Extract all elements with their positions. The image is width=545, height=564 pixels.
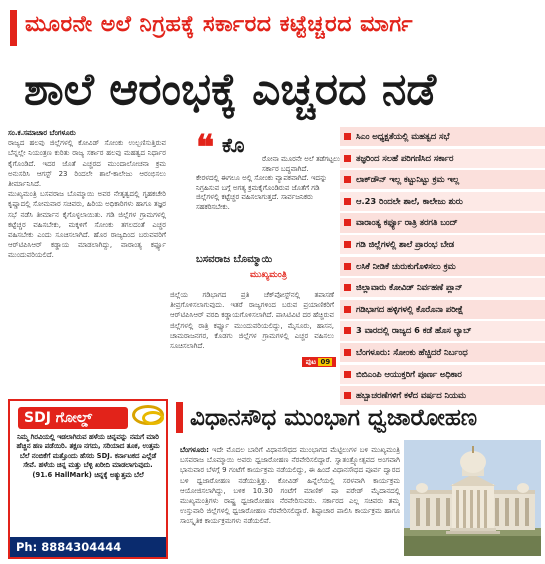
quote-body: ಕೇರಳದಲ್ಲಿ ಈಗಲೂ ಅಲ್ಲಿ ಸೋಂಕು ವ್ಯಾಪಕವಾಗಿದೆ. ಇದನ್ನು ನಿಗ್ರಹಿಸುವ ಬಗ್ಗೆ ಅಗತ್ಯ ಕ್ರಮಕೈಗೊಂಡಿರುವ ಜೊತೆಗೆ ಗಡಿ ಜಿಲ್ಲೆಗಳಲ್ಲಿ ಕಟ್ಟೆಚ್ಚರ ವಹಿಸಲಾಗುತ್ತದೆ. ಸಾರ್ವಜನಿಕರು ಸಹಕರಿಸಬೇಕು. [196,174,328,211]
list-item [340,192,545,211]
quote-initial: ಕೊ [222,133,245,157]
list-item-label: ತಜ್ಞರಿಂದ ಸಲಹೆ ಪರಿಗಣಿಸಿದ ಸರ್ಕಾರ [356,152,454,163]
kicker-bar [10,10,17,46]
list-item-label: ಬೆಂಗಳೂರು: ಸೋಂಕು ಹೆಚ್ಚಿದರೆ ನಿರ್ಬಂಧ [356,346,468,357]
quote-person-role: ಮುಖ್ಯಮಂತ್ರಿ [250,270,287,280]
list-item-label: ಬಿಬಿಎಂಪಿ ಆಯುಕ್ತರಿಗೆ ಪೂರ್ಣ ಅಧಿಕಾರ [356,368,462,379]
story-continuation: ಜಿಲ್ಲೆಯ ಗಡಿಭಾಗದ ಪ್ರತಿ ಚೆಕ್‌ಪೋಸ್ಟ್‌ನಲ್ಲಿ ತಪಾಸಣೆ ತೀವ್ರಗೊಳಿಸಲಾಗುವುದು. ಇತರೆ ರಾಜ್ಯಗಳಿಂದ ಬರುವ ಪ್ರಯಾಣಿಕರಿಗೆ ಆರ್‌ಟಿಪಿಸಿಆರ್ ವರದಿ ಕಡ್ಡಾಯಗೊಳಿಸಲಾಗಿದೆ. ಪಾಸಿಟಿವಿಟಿ ದರ ಹೆಚ್ಚಿರುವ ಜಿಲ್ಲೆಗಳಲ್ಲಿ ರಾತ್ರಿ ಕರ್ಫ್ಯೂ ಮುಂದುವರಿಯಲಿದ್ದು, ಮೈಸೂರು, ಹಾಸನ, ಚಾಮರಾಜನಗರ, ಕೊಡಗು ಜಿಲ್ಲೆಗಳ ಗ್ರಾಮಗಳಲ್ಲಿ ಎಚ್ಚರ ವಹಿಸಲು ಸೂಚಿಸಲಾಗಿದೆ. [170,291,334,351]
list-item [340,170,545,189]
list-item [340,278,545,297]
bullet-icon [344,176,351,183]
list-item-label: ಲಾಕ್‌ಡೌನ್ ಇಲ್ಲ ಕಟ್ಟುನಿಟ್ಟು ಕ್ರಮ ಇಲ್ಲ [356,174,460,185]
bullet-icon [344,219,351,226]
bullet-icon [344,155,351,162]
dateline: ಬೆಂಗಳೂರು: [180,446,209,454]
section-bar [176,402,183,433]
list-item-label: ವಾರಾಂತ್ಯ ಕರ್ಫ್ಯೂ ರಾತ್ರಿ ತರಗತಿ ಬಂದ್ [356,217,458,228]
bullet-icon [344,327,351,334]
bullet-icon [344,263,351,270]
bullet-icon [344,349,351,356]
bullet-icon [344,133,351,140]
story-paragraph: ರಾಜ್ಯದ ಹಲವು ಜಿಲ್ಲೆಗಳಲ್ಲಿ ಕೋವಿಡ್ ಸೋಂಕು ಉಲ್ಬಣಿಸುತ್ತಿರುವ ಬೆನ್ನಲ್ಲೇ ನಿಯಂತ್ರಣ ಕುರಿತು ರಾಜ್ಯ ಸರ್ಕಾರ ಹಲವು ಮಹತ್ವದ ನಿರ್ಧಾರ ಕೈಗೊಂಡಿದೆ. ಇದರ ಜೊತೆ ಎಚ್ಚರದ ಮುಂದಾಲೋಚನಾ ಕ್ರಮ ಅನುಸರಿಸಿ ಆಗಸ್ಟ್ 23 ರಿಂದಲೇ ಶಾಲೆ-ಕಾಲೇಜು ಆರಂಭಿಸಲು ತೀರ್ಮಾನಿಸಿದೆ. [8,139,166,189]
list-item [340,213,545,232]
pull-quote [196,128,344,253]
highlights-list [340,127,545,408]
quote-mark-icon: ❝ [196,128,215,168]
headline: ಶಾಲೆ ಆರಂಭಕ್ಕೆ ಎಚ್ಚರದ ನಡೆ [24,64,437,115]
page-reference [302,357,336,367]
list-item [340,321,545,340]
kicker: ಮೂರನೇ ಅಲೆ ನಿಗ್ರಹಕ್ಕೆ ಸರ್ಕಾರದ ಕಟ್ಟೆಚ್ಚರದ ಮಾರ್ಗ [25,12,414,37]
list-item-label: ಜಿಲ್ಲಾವಾರು ಕೋವಿಡ್ ನಿರ್ವಹಣೆ ಪ್ಲಾನ್ [356,282,463,293]
quote-person-name: ಬಸವರಾಜ ಬೊಮ್ಮಾಯಿ [196,254,273,265]
list-item [340,235,545,254]
bullet-icon [344,241,351,248]
story-title: ವಿಧಾನಸೌಧ ಮುಂಭಾಗ ಧ್ವಜಾರೋಹಣ [190,405,478,431]
quote-attribution [196,254,336,286]
page-label: ಪುಟ [305,358,317,366]
list-item [340,149,545,168]
story-column [8,128,166,338]
page-number: 09 [320,358,331,366]
list-item-label: ಗಡಿ ಜಿಲ್ಲೆಗಳಲ್ಲಿ ಶಾಲೆ ಪ್ರಾರಂಭ ಬೇಡ [356,238,455,249]
story-paragraph: ಇದೇ ಮೊದಲ ಬಾರಿಗೆ ವಿಧಾನಸೌಧದ ಮುಂಭಾಗದ ಮೆಟ್ಟಿಲುಗಳ ಬಳಿ ಮುಖ್ಯಮಂತ್ರಿ ಬಸವರಾಜ ಬೊಮ್ಮಾಯಿ ಅವರು ಧ್ವಜಾರೋಹಣ ನೆರವೇರಿಸಲಿದ್ದಾರೆ. ಸ್ವಾತಂತ್ರ್ಯೋತ್ಸವದ ಅಂಗವಾಗಿ ಭಾನುವಾರ ಬೆಳಗ್ಗೆ 9 ಗಂಟೆಗೆ ಕಾರ್ಯಕ್ರಮ ನಡೆಯಲಿದ್ದು, ಈ ಹಿಂದೆ ವಿಧಾನಸೌಧದ ಪೂರ್ವ ದ್ವಾರದ ಬಳಿ ಧ್ವಜಾರೋಹಣ ನಡೆಯುತ್ತಿತ್ತು. ಕೋವಿಡ್ ಹಿನ್ನೆಲೆಯಲ್ಲಿ ಸರಳವಾಗಿ ಕಾರ್ಯಕ್ರಮ ಆಯೋಜಿಸಲಾಗಿದ್ದು, ಬಳಿಕ 10.30 ಗಂಟೆಗೆ ಮಾಣಿಕ್ ಷಾ ಪರೇಡ್ ಮೈದಾನದಲ್ಲಿ ಮುಖ್ಯಮಂತ್ರಿಗಳು ರಾಷ್ಟ್ರ ಧ್ವಜಾರೋಹಣ ನೆರವೇರಿಸುವರು. ಸರ್ಕಾರದ ಎಲ್ಲ ಸಚಿವರು ತಮ್ಮ ಉಸ್ತುವಾರಿ ಜಿಲ್ಲೆಗಳಲ್ಲಿ ಧ್ವಜಾರೋಹಣ ನೆರವೇರಿಸಲಿದ್ದಾರೆ. ಶಿಷ್ಟಾಚಾರ ಪಾಲಿಸಿ ಕಾರ್ಯಕ್ರಮ ಹಾಗೂ ಸಾಂಸ್ಕೃತಿಕ ಕಾರ್ಯಕ್ರಮಗಳು ನಡೆಯಲಿವೆ. [180,446,400,526]
quote-text [196,155,342,213]
list-item-label: ಲಸಿಕೆ ನೀಡಿಕೆ ಚುರುಕುಗೊಳಿಸಲು ಕ್ರಮ [356,260,456,271]
list-item-label: 3 ವಾರದಲ್ಲಿ ರಾಜ್ಯದ 6 ಕಡೆ ಹೊಸ ಲ್ಯಾಬ್ [356,325,472,336]
list-item-label: ಸಿಎಂ ಅಧ್ಯಕ್ಷತೆಯಲ್ಲಿ ಮಹತ್ವದ ಸಭೆ [356,131,450,141]
ad-text: ನಿಮ್ಮ ಗಿರವಿಯಲ್ಲಿ ಇಡಲಾಗಿರುವ ಹಳೆಯ ಚಿನ್ನವನ್ನು ನಮಗೆ ಮಾರಿ ಹೆಚ್ಚಿನ ಹಣ ಪಡೆಯಿರಿ. ತಕ್ಷಣ ನಗದು, ಸರಿಯಾದ ತೂಕ, ಉತ್ತಮ ಬೆಲೆ ನಂಬಿಕೆಗೆ ಮತ್ತೊಂದು ಹೆಸರು SDJ. ಕರ್ನಾಟಕದ ಎಲ್ಲೆಡೆ ಸೇವೆ. ಹಳೆಯ ಚಿನ್ನ ಮತ್ತು ಬೆಳ್ಳಿ ಖರೀದಿ ಮಾಡಲಾಗುವುದು. (91.6 HallMark) ಚಿನ್ನಕ್ಕೆ ಅತ್ಯುತ್ತಮ ಬೆಲೆ [16,433,160,479]
list-item [340,257,545,276]
story-column [180,445,400,557]
quote-lead: ರೋನಾ ಮೂರನೇ ಅಲೆ ತಡೆಗಟ್ಟಲು ಸರ್ಕಾರ ಬದ್ಧವಾಗಿದೆ. [262,155,341,173]
story-paragraph: ಮುಖ್ಯಮಂತ್ರಿ ಬಸವರಾಜ ಬೊಮ್ಮಾಯಿ ಅವರ ನೇತೃತ್ವದಲ್ಲಿ ಗೃಹಕಚೇರಿ ಕೃಷ್ಣಾದಲ್ಲಿ ಸೋಮವಾರ ಸಚಿವರು, ಹಿರಿಯ ಅಧಿಕಾರಿಗಳು ಹಾಗೂ ತಜ್ಞರ ಸಭೆ ನಡೆಸಿ ತೀರ್ಮಾನ ಕೈಗೊಳ್ಳಲಾಯಿತು. ಗಡಿ ಜಿಲ್ಲೆಗಳ ಗ್ರಾಮಗಳಲ್ಲಿ ಕಟ್ಟೆಚ್ಚರ ವಹಿಸಬೇಕು, ಮಕ್ಕಳಿಗೆ ಸೋಂಕು ತಗಲದಂತೆ ಎಚ್ಚರ ವಹಿಸಬೇಕು ಎಂದು ಸೂಚಿಸಲಾಗಿದೆ. ಹೊರ ರಾಜ್ಯದಿಂದ ಬರುವವರಿಗೆ ಆರ್‌ಟಿಪಿಸಿಆರ್ ಕಡ್ಡಾಯ ಮಾಡಲಾಗಿದ್ದು, ವಾರಾಂತ್ಯ ಕರ್ಫ್ಯೂ ಮುಂದುವರಿಯಲಿದೆ. [8,190,166,260]
list-item [340,127,545,146]
list-item-label: ಹಬ್ಬಾಚರಣೆಗಳಿಗೆ ಕಳೆದ ವರ್ಷದ ನಿಯಮ [356,390,466,401]
bullet-icon [344,306,351,313]
dateline: ಸಂ.ಕ.ಸಮಾಚಾರ ಬೆಂಗಳೂರು [8,129,76,137]
building-illustration [404,440,541,556]
ring-icon [142,411,164,425]
ad-phone: Ph: 8884304444 [10,537,166,557]
list-item-label: ಆ.23 ರಿಂದಲೇ ಶಾಲೆ, ಕಾಲೇಜು ಶುರು [356,195,463,206]
list-item-label: ಗಡಿಭಾಗದ ಹಳ್ಳಿಗಳಲ್ಲಿ ಕೊರೊನಾ ಪರೀಕ್ಷೆ [356,303,464,314]
advertisement [8,399,168,559]
ad-brand-logo: SDJ ಗೋಲ್ಡ್ [18,407,128,429]
list-item [340,365,545,384]
list-item [340,300,545,319]
list-item [340,343,545,362]
bullet-icon [344,371,351,378]
bullet-icon [344,198,351,205]
bullet-icon [344,284,351,291]
vidhana-soudha-photo [404,440,541,556]
bullet-icon [344,392,351,399]
